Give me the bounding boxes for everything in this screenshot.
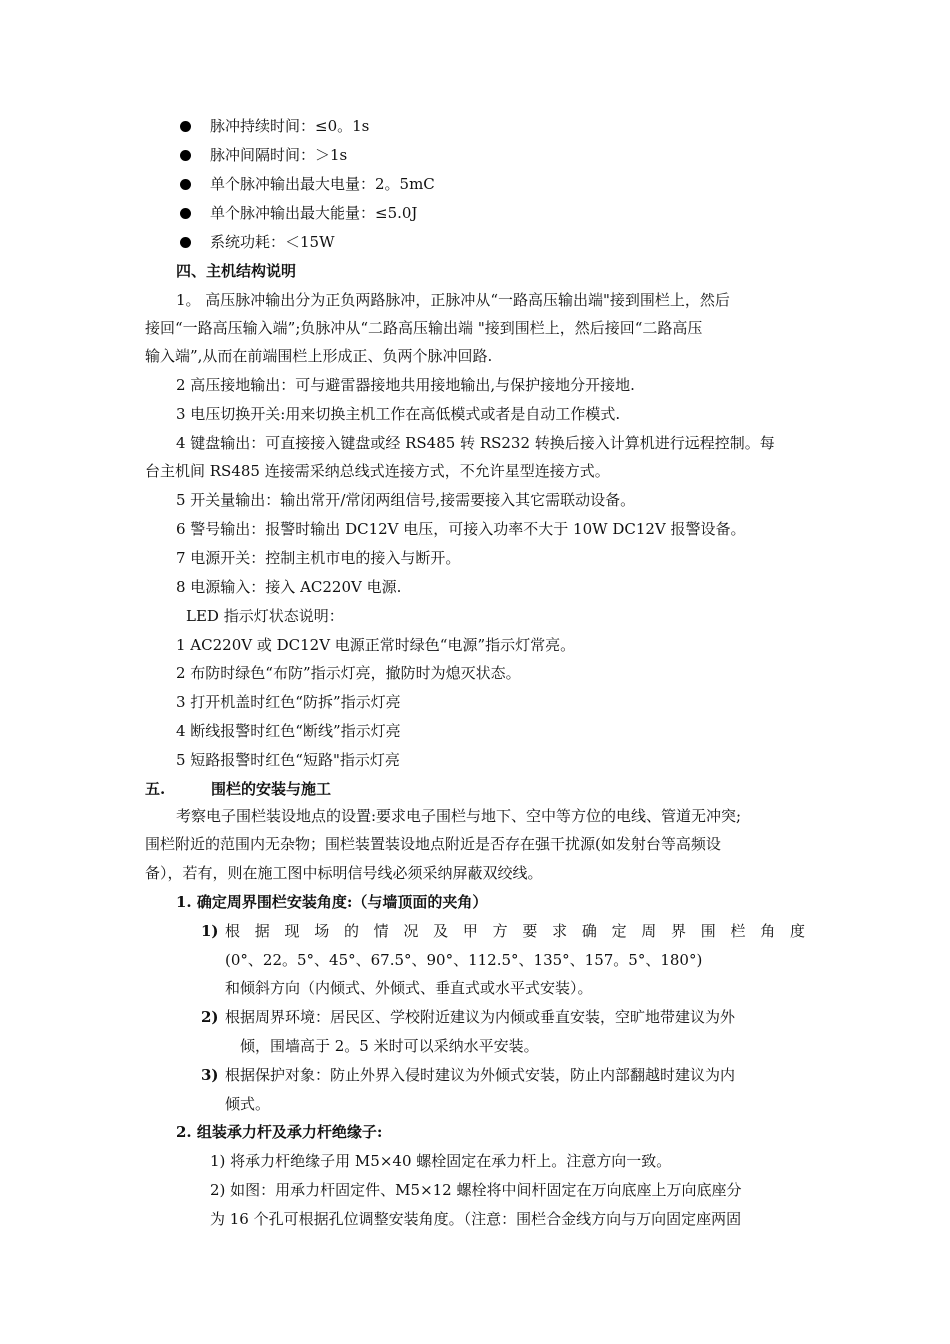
paragraph-line: 围栏附近的范围内无杂物；围栏装置装设地点附近是否存在强干扰源(如发射台等高频设 [145, 835, 721, 853]
list-item-line: 2) 如图：用承力杆固定件、M5×12 螺栓将中间杆固定在万向底座上万向底座分 [210, 1181, 742, 1199]
paragraph-line: 6 警号输出：报警时输出 DC12V 电压，可接入功率不大于 10W DC12V 报警设备。 [176, 520, 746, 538]
spec-item: 系统功耗：＜15W [210, 233, 335, 251]
list-number: 1) [201, 922, 219, 940]
paragraph-line: 3 电压切换开关:用来切换主机工作在高低模式或者是自动工作模式. [176, 405, 621, 423]
paragraph-line: 8 电源输入：接入 AC220V 电源. [176, 578, 402, 596]
bullet-icon [180, 237, 191, 248]
subsection-heading: 1. 确定周界围栏安装角度:（与墙顶面的夹角） [176, 893, 488, 911]
list-item-text: 根 据 现 场 的 情 况 及 甲 方 要 求 确 定 周 界 围 栏 角 度 [225, 922, 805, 940]
paragraph-line: 5 开关量输出：输出常开/常闭两组信号,接需要接入其它需联动设备。 [176, 491, 636, 509]
list-item-line: 根据保护对象：防止外界入侵时建议为外倾式安装，防止内部翻越时建议为内 [225, 1066, 736, 1084]
bullet-icon [180, 121, 191, 132]
paragraph-line: 备），若有，则在施工图中标明信号线必须采纳屏蔽双绞线。 [145, 864, 543, 882]
paragraph-line: 4 键盘输出：可直接接入键盘或经 RS485 转 RS232 转换后接入计算机进行远程控制。每 [176, 434, 775, 452]
led-item: 4 断线报警时红色“断线”指示灯亮 [176, 722, 401, 740]
bullet-icon [180, 208, 191, 219]
led-item: 5 短路报警时红色“短路"指示灯亮 [176, 751, 400, 769]
paragraph-line: 为 16 个孔可根据孔位调整安装角度。（注意：围栏合金线方向与万向固定座两固 [210, 1210, 742, 1228]
spec-item: 单个脉冲输出最大电量：2。5mC [210, 175, 435, 193]
list-item-line [225, 921, 805, 941]
section-heading: 围栏的安装与施工 [211, 780, 332, 798]
led-item: 2 布防时绿色“布防”指示灯亮，撤防时为熄灭状态。 [176, 664, 521, 682]
paragraph-line: 输入端”,从而在前端围栏上形成正、负两个脉冲回路. [145, 347, 493, 365]
paragraph-line: 台主机间 RS485 连接需采纳总线式连接方式，不允许星型连接方式。 [145, 462, 610, 480]
section-heading: 四、主机结构说明 [176, 262, 297, 280]
paragraph-line: 2 高压接地输出：可与避雷器接地共用接地输出,与保护接地分开接地. [176, 376, 635, 394]
spec-item: 单个脉冲输出最大能量：≤5.0J [210, 204, 418, 222]
paragraph-line: 7 电源开关：控制主机市电的接入与断开。 [176, 549, 461, 567]
led-item: 3 打开机盖时红色“防拆”指示灯亮 [176, 693, 401, 711]
list-item-line: 倾式。 [225, 1095, 271, 1113]
led-title: LED 指示灯状态说明： [186, 607, 344, 625]
bullet-icon [180, 150, 191, 161]
list-item-line: (0°、22。5°、45°、67.5°、90°、112.5°、135°、157。5°、180°) [225, 951, 703, 969]
paragraph-line: 考察电子围栏装设地点的设置:要求电子围栏与地下、空中等方位的电线、管道无冲突; [176, 807, 742, 825]
list-item-line: 根据周界环境：居民区、学校附近建议为内倾或垂直安装，空旷地带建议为外 [225, 1008, 736, 1026]
spec-item: 脉冲持续时间：≤0。1s [210, 117, 370, 135]
paragraph-line: 接回“一路高压输入端”;负脉冲从“二路高压输出端 "接到围栏上，然后接回“二路高压 [145, 319, 703, 337]
list-number: 2) [201, 1008, 219, 1026]
subsection-heading: 2. 组装承力杆及承力杆绝缘子: [176, 1123, 383, 1141]
bullet-icon [180, 179, 191, 190]
section-number: 五. [145, 780, 166, 798]
list-item-line: 倾，围墙高于 2。5 米时可以采纳水平安装。 [240, 1037, 539, 1055]
list-item-line: 1) 将承力杆绝缘子用 M5×40 螺栓固定在承力杆上。注意方向一致。 [210, 1152, 672, 1170]
spec-item: 脉冲间隔时间：＞1s [210, 146, 348, 164]
led-item: 1 AC220V 或 DC12V 电源正常时绿色“电源”指示灯常亮。 [176, 636, 576, 654]
list-number: 3) [201, 1066, 219, 1084]
list-item-line: 和倾斜方向（内倾式、外倾式、垂直式或水平式安装）。 [225, 979, 593, 997]
paragraph-line: 1。 高压脉冲输出分为正负两路脉冲，正脉冲从“一路高压输出端"接到围栏上，然后 [176, 291, 730, 309]
